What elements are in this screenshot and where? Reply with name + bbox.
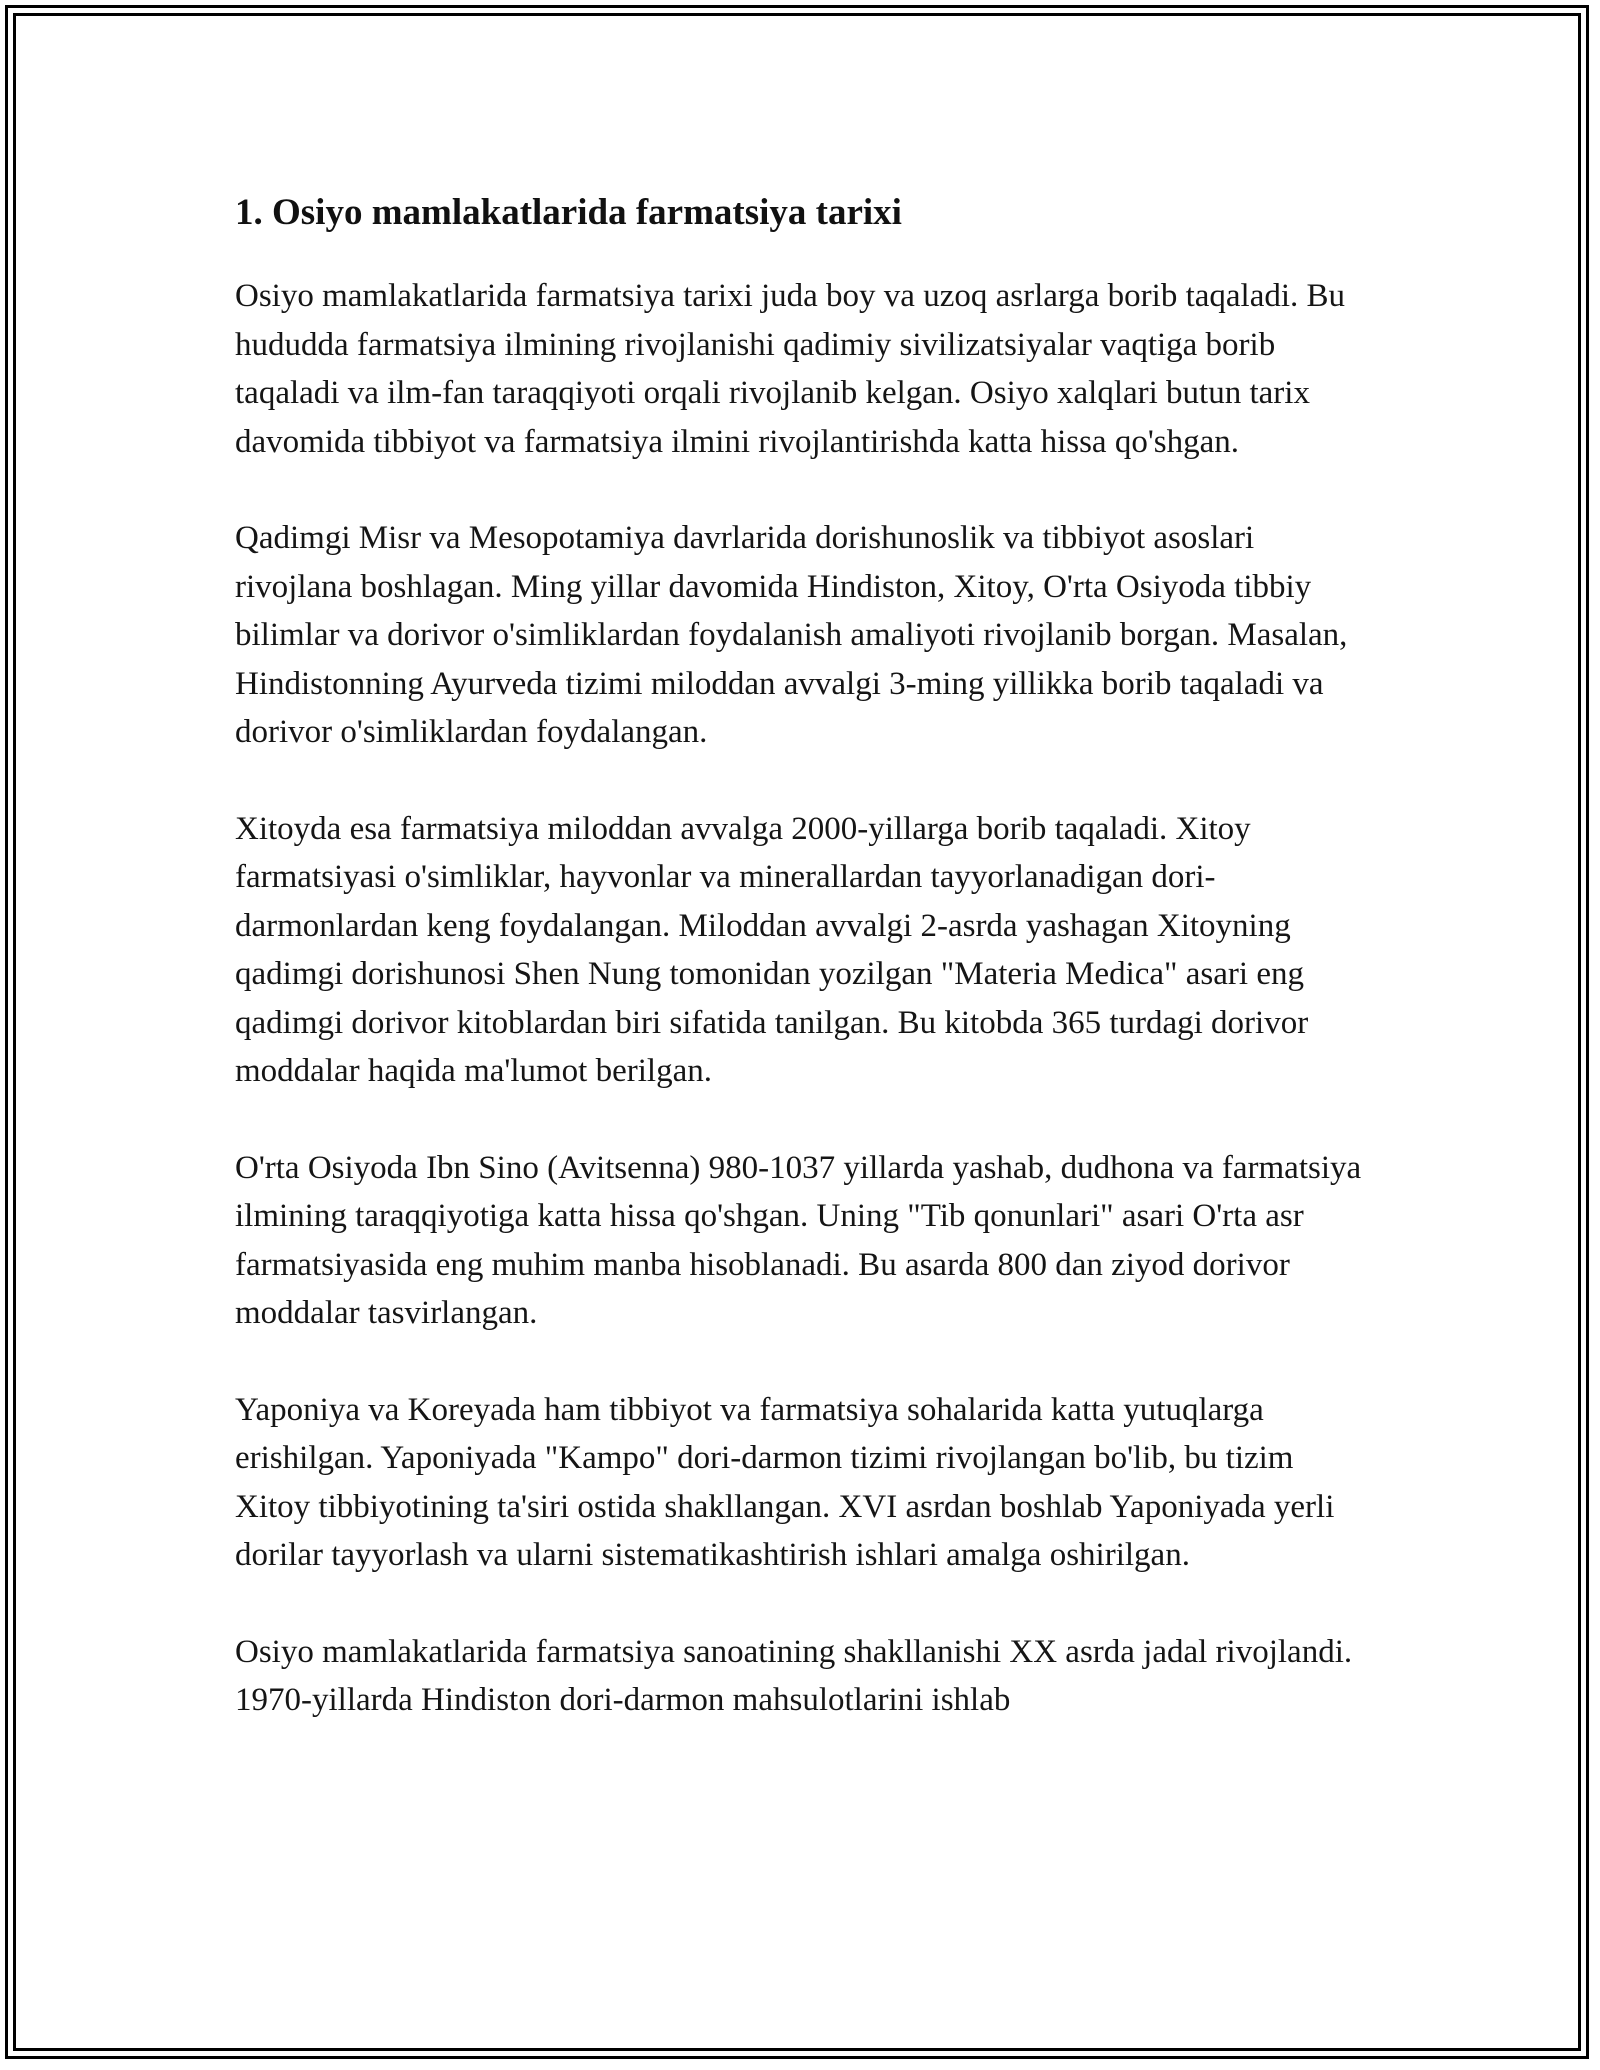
- paragraph-intro: Osiyo mamlakatlarida farmatsiya tarixi juda boy va uzoq asrlarga borib taqaladi. Bu hududda farmatsiya ilmining rivojlanishi qadimiy sivilizatsiyalar vaqtiga borib taqaladi va ilm-fan taraqqiyoti orqali rivojlanib kelgan. Osiyo xalqlari butun tarix davomida tibbiyot va farmatsiya ilmini rivojlantirishda katta hissa qo'shgan.: [235, 278, 1346, 460]
- paragraph-china: Xitoyda esa farmatsiya miloddan avvalga 2000-yillarga borib taqaladi. Xitoy farmatsiyasi o'simliklar, hayvonlar va minerallardan tayyorlanadigan dori-darmonlardan keng foydalangan. Miloddan avvalgi 2-asrda yashagan Xitoyning qadimgi dorishunosi Shen Nung tomonidan yozilgan "Materia Medica" asari eng qadimgi dorivor kitoblardan biri sifatida tanilgan. Bu kitobda 365 turdagi dorivor moddalar haqida ma'lumot berilgan.: [235, 810, 1309, 1089]
- paragraph-industry: Osiyo mamlakatlarida farmatsiya sanoatining shakllanishi XX asrda jadal rivojlandi. 1970-yillarda Hindiston dori-darmon mahsulotlarini ishlab: [235, 1633, 1353, 1718]
- paragraph-central-asia: O'rta Osiyoda Ibn Sino (Avitsenna) 980-1037 yillarda yashab, dudhona va farmatsiya ilmining taraqqiyotiga katta hissa qo'shgan. Uning "Tib qonunlari" asari O'rta asr farmatsiyasida eng muhim manba hisoblanadi. Bu asarda 800 dan ziyod dorivor moddalar tasvirlangan.: [235, 1149, 1362, 1331]
- paragraph-ancient-civilizations: Qadimgi Misr va Mesopotamiya davrlarida dorishunoslik va tibbiyot asoslari rivojlana boshlagan. Ming yillar davomida Hindiston, Xitoy, O'rta Osiyoda tibbiy bilimlar va dorivor o'simliklardan foydalanish amaliyoti rivojlanib borgan. Masalan, Hindistonning Ayurveda tizimi miloddan avvalgi 3-ming yillikka borib taqaladi va dorivor o'simliklardan foydalangan.: [235, 520, 1348, 750]
- document-body: [235, 188, 1370, 1773]
- section-heading: 1. Osiyo mamlakatlarida farmatsiya tarixi: [235, 192, 902, 233]
- paragraph-japan-korea: Yaponiya va Koreyada ham tibbiyot va farmatsiya sohalarida katta yutuqlarga erishilgan. Yaponiyada "Kampo" dori-darmon tizimi rivojlangan bo'lib, bu tizim Xitoy tibbiyotining ta'siri ostida shakllangan. XVI asrdan boshlab Yaponiyada yerli dorilar tayyorlash va ularni sistematikashtirish ishlari amalga oshirilgan.: [235, 1391, 1335, 1573]
